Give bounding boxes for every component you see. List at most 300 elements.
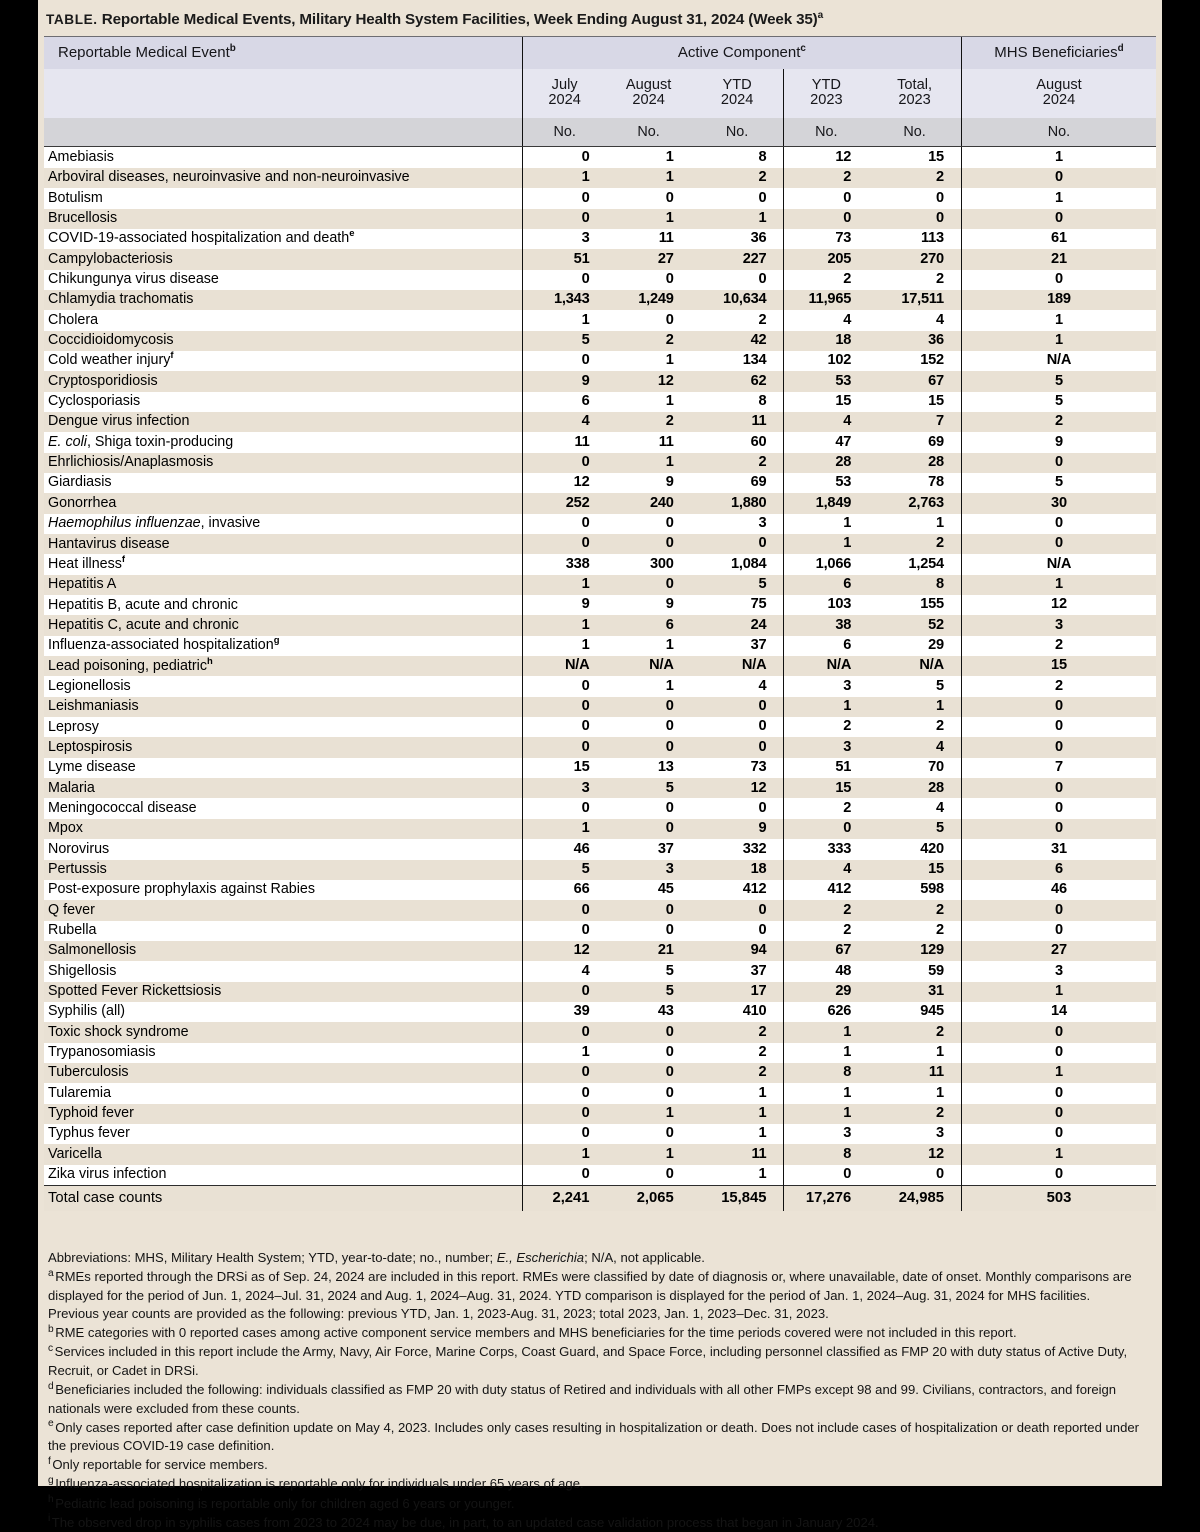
cell-mhs-august-2024: 2: [961, 412, 1156, 432]
cell-august-2024: 0: [607, 921, 691, 941]
cell-total-2023: 113: [868, 229, 961, 249]
table-row: [44, 636, 1156, 656]
cell-total-2023: 2,763: [868, 493, 961, 513]
cell-total-2023: 15: [868, 392, 961, 412]
cell-total-2023: 1: [868, 1083, 961, 1103]
event-name-cell: [44, 880, 522, 900]
cell-total-2023: 7: [868, 412, 961, 432]
event-name-cell: [44, 270, 522, 290]
cell-total-2023: 69: [868, 432, 961, 452]
footnote-f: [48, 1456, 1144, 1475]
cell-ytd-2024: 60: [691, 432, 784, 452]
table-row: [44, 229, 1156, 249]
cell-ytd-2023: 53: [784, 371, 868, 391]
cell-total-2023: 0: [868, 1165, 961, 1186]
cell-ytd-2024: 0: [691, 270, 784, 290]
cell-august-2024: 1: [607, 1104, 691, 1124]
cell-mhs-august-2024: 14: [961, 1002, 1156, 1022]
cell-august-2024: 0: [607, 270, 691, 290]
cell-mhs-august-2024: 0: [961, 1124, 1156, 1144]
cell-august-2024: 2: [607, 412, 691, 432]
cell-july-2024: 39: [522, 1002, 606, 1022]
cell-ytd-2023: 1,066: [784, 554, 868, 574]
event-name-text: Syphilis (all): [48, 1003, 126, 1020]
cell-july-2024: 0: [522, 270, 606, 290]
cell-ytd-2023: 2: [784, 270, 868, 290]
table-row: [44, 798, 1156, 818]
header-event-label: Reportable Medical Event: [58, 44, 230, 62]
table-label: TABLE.: [46, 12, 98, 27]
cell-total-2023: 8: [868, 575, 961, 595]
cell-ytd-2024: 2: [691, 453, 784, 473]
event-name-text: Pertussis: [48, 861, 107, 878]
header-group-mhs-beneficiaries: [961, 37, 1156, 70]
cell-total-2023: 31: [868, 982, 961, 1002]
cell-mhs-august-2024: 0: [961, 514, 1156, 534]
event-footnote-marker: f: [121, 553, 126, 565]
cell-ytd-2024: 24: [691, 615, 784, 635]
cell-july-2024: 1: [522, 575, 606, 595]
cell-ytd-2023: 6: [784, 575, 868, 595]
cell-total-2023: 152: [868, 351, 961, 371]
header-period-august-2024: August 2024: [607, 69, 691, 118]
table-row: [44, 575, 1156, 595]
event-name-text: Cyclosporiasis: [48, 393, 141, 410]
cell-mhs-august-2024: 1: [961, 982, 1156, 1002]
cell-august-2024: 0: [607, 1083, 691, 1103]
cell-ytd-2023: 15: [784, 392, 868, 412]
cell-total-2023: 15: [868, 147, 961, 168]
cell-august-2024: 0: [607, 310, 691, 330]
event-name-text: Amebiasis: [48, 148, 114, 165]
cell-ytd-2023: 102: [784, 351, 868, 371]
cell-total-2023: 2: [868, 168, 961, 188]
cell-total-2023: 28: [868, 778, 961, 798]
cell-total-2023: 2: [868, 534, 961, 554]
table-row: [44, 778, 1156, 798]
cell-total-2023: 12: [868, 1144, 961, 1164]
event-name-cell: [44, 1083, 522, 1103]
cell-august-2024: 1,249: [607, 290, 691, 310]
footnote-abbrev-tail: ; N/A, not applicable.: [584, 1250, 705, 1265]
header-group-row: [44, 37, 1156, 70]
cell-ytd-2024: 73: [691, 758, 784, 778]
footnote-abbrev-italic: E., Escherichia: [496, 1250, 585, 1265]
cell-total-2023: 17,511: [868, 290, 961, 310]
cell-ytd-2024: 69: [691, 473, 784, 493]
cell-ytd-2023: 333: [784, 839, 868, 859]
cell-mhs-august-2024: 3: [961, 615, 1156, 635]
table-row: [44, 697, 1156, 717]
footnote-g-text: Influenza-associated hospitalization is reportable only for individuals under 65 years of age.: [55, 1476, 584, 1492]
cell-august-2024: 0: [607, 1063, 691, 1083]
header-group-active-marker: c: [800, 43, 806, 55]
event-name-cell: [44, 188, 522, 208]
cell-august-2024: 0: [607, 188, 691, 208]
table-row: [44, 839, 1156, 859]
cell-ytd-2024: 1: [691, 1104, 784, 1124]
event-name-cell: [44, 147, 522, 168]
cell-ytd-2024: 5: [691, 575, 784, 595]
event-name-cell: [44, 554, 522, 574]
cell-mhs-august-2024: 31: [961, 839, 1156, 859]
event-name-text: Legionellosis: [48, 677, 131, 694]
event-name-cell: [44, 351, 522, 371]
cell-ytd-2023: 3: [784, 737, 868, 757]
total-july-2024: 2,241: [522, 1186, 606, 1212]
cell-ytd-2023: 1: [784, 534, 868, 554]
header-period-ytd-2023: YTD 2023: [784, 69, 868, 118]
cell-total-2023: 598: [868, 880, 961, 900]
table-row: [44, 1104, 1156, 1124]
cell-total-2023: 59: [868, 961, 961, 981]
event-name-italic: Haemophilus influenzae: [48, 515, 201, 532]
cell-august-2024: 0: [607, 717, 691, 737]
cell-july-2024: 1: [522, 636, 606, 656]
cell-mhs-august-2024: 0: [961, 1043, 1156, 1063]
event-name-cell: [44, 717, 522, 737]
header-units-row: [44, 118, 1156, 147]
event-name-cell: [44, 737, 522, 757]
table-row: [44, 676, 1156, 696]
cell-august-2024: 9: [607, 473, 691, 493]
cell-august-2024: N/A: [607, 656, 691, 676]
cell-ytd-2023: 0: [784, 209, 868, 229]
cell-ytd-2024: 18: [691, 860, 784, 880]
event-name-text: Trypanosomiasis: [48, 1044, 156, 1061]
event-name-text: Shigellosis: [48, 962, 117, 979]
cell-total-2023: 155: [868, 595, 961, 615]
event-name-text: Hepatitis C, acute and chronic: [48, 616, 239, 633]
footnote-h: [48, 1495, 1144, 1514]
table-row: [44, 595, 1156, 615]
cell-total-2023: 1: [868, 1043, 961, 1063]
cell-ytd-2024: 37: [691, 636, 784, 656]
cell-july-2024: N/A: [522, 656, 606, 676]
cell-july-2024: 9: [522, 371, 606, 391]
event-name-text: COVID-19-associated hospitalization and death: [48, 230, 350, 247]
cell-july-2024: 0: [522, 209, 606, 229]
total-ytd-2024: 15,845: [691, 1186, 784, 1212]
cell-ytd-2023: 38: [784, 615, 868, 635]
cell-mhs-august-2024: 15: [961, 656, 1156, 676]
table-row: [44, 656, 1156, 676]
event-name-text: Chikungunya virus disease: [48, 271, 219, 288]
event-name-cell: [44, 1022, 522, 1042]
cell-ytd-2023: 2: [784, 900, 868, 920]
event-name-cell: [44, 1124, 522, 1144]
cell-august-2024: 0: [607, 900, 691, 920]
event-name-cell: [44, 1043, 522, 1063]
footnote-marker-d: d: [48, 1380, 54, 1392]
cell-july-2024: 12: [522, 941, 606, 961]
cell-total-2023: 2: [868, 1022, 961, 1042]
event-name-text: Heat illness: [48, 555, 122, 572]
footnote-a: [48, 1268, 1144, 1324]
document-page: [38, 0, 1162, 1530]
table-footer: [44, 1186, 1156, 1212]
footnote-e-text: Only cases reported after case definition update on May 4, 2023. Includes only cases resulting in hospitalization or death. Does not include cases of hospitalization or death reported under the previous COVID-19 case definition.: [48, 1419, 1139, 1454]
cell-mhs-august-2024: 0: [961, 900, 1156, 920]
event-footnote-marker: h: [206, 654, 213, 666]
event-name-cell: [44, 676, 522, 696]
cell-mhs-august-2024: 0: [961, 798, 1156, 818]
table-row: [44, 615, 1156, 635]
cell-july-2024: 0: [522, 1022, 606, 1042]
table-row: [44, 209, 1156, 229]
table-row: [44, 514, 1156, 534]
cell-august-2024: 2: [607, 331, 691, 351]
cell-july-2024: 5: [522, 331, 606, 351]
cell-ytd-2024: 94: [691, 941, 784, 961]
event-name-text: Leishmaniasis: [48, 698, 139, 715]
cell-ytd-2024: 62: [691, 371, 784, 391]
event-name-text: Chlamydia trachomatis: [48, 291, 194, 308]
event-name-text: Rubella: [48, 922, 97, 939]
event-name-text: Leprosy: [48, 718, 99, 735]
event-name-cell: [44, 229, 522, 249]
cell-mhs-august-2024: 0: [961, 717, 1156, 737]
cell-ytd-2023: 1: [784, 1104, 868, 1124]
cell-ytd-2023: 412: [784, 880, 868, 900]
cell-total-2023: 2: [868, 921, 961, 941]
table-row: [44, 1002, 1156, 1022]
cell-ytd-2023: 2: [784, 921, 868, 941]
cell-july-2024: 1: [522, 1043, 606, 1063]
event-name-text: Arboviral diseases, neuroinvasive and non-neuroinvasive: [48, 169, 410, 186]
cell-ytd-2024: 3: [691, 514, 784, 534]
table-row: [44, 168, 1156, 188]
cell-mhs-august-2024: 0: [961, 270, 1156, 290]
cell-total-2023: 70: [868, 758, 961, 778]
footnote-marker-f: f: [48, 1456, 51, 1467]
cell-august-2024: 37: [607, 839, 691, 859]
cell-ytd-2024: 2: [691, 168, 784, 188]
footnote-marker-b: b: [48, 1323, 54, 1335]
event-name-text: Q fever: [48, 901, 95, 918]
cell-mhs-august-2024: 1: [961, 188, 1156, 208]
cell-july-2024: 9: [522, 595, 606, 615]
footnote-marker-g: g: [48, 1475, 54, 1487]
cell-total-2023: 420: [868, 839, 961, 859]
total-august-2024: 2,065: [607, 1186, 691, 1212]
cell-ytd-2024: 2: [691, 1022, 784, 1042]
cell-july-2024: 0: [522, 147, 606, 168]
cell-mhs-august-2024: 1: [961, 1144, 1156, 1164]
cell-august-2024: 5: [607, 982, 691, 1002]
event-name-text: , Shiga toxin-producing: [86, 433, 234, 450]
total-ytd-2023: 17,276: [784, 1186, 868, 1212]
header-group-mhs-marker: d: [1117, 43, 1124, 55]
cell-august-2024: 0: [607, 575, 691, 595]
cell-july-2024: 1: [522, 1144, 606, 1164]
header-period-july-2024: July 2024: [522, 69, 606, 118]
footnote-marker-c: c: [48, 1343, 54, 1355]
event-name-cell: [44, 331, 522, 351]
event-name-text: Typhoid fever: [48, 1105, 134, 1122]
header-event-marker: b: [229, 43, 236, 55]
table-row: [44, 1043, 1156, 1063]
cell-august-2024: 0: [607, 798, 691, 818]
table-row: [44, 1124, 1156, 1144]
cell-mhs-august-2024: 7: [961, 758, 1156, 778]
cell-august-2024: 27: [607, 249, 691, 269]
cell-ytd-2023: 0: [784, 188, 868, 208]
cell-july-2024: 66: [522, 880, 606, 900]
cell-july-2024: 0: [522, 1063, 606, 1083]
cell-ytd-2024: 0: [691, 188, 784, 208]
cell-mhs-august-2024: 0: [961, 737, 1156, 757]
cell-ytd-2023: 48: [784, 961, 868, 981]
cell-mhs-august-2024: 46: [961, 880, 1156, 900]
header-group-active-label: Active Component: [677, 44, 801, 62]
cell-ytd-2024: N/A: [691, 656, 784, 676]
cell-ytd-2024: 10,634: [691, 290, 784, 310]
event-name-cell: [44, 778, 522, 798]
cell-total-2023: 78: [868, 473, 961, 493]
table-row: [44, 737, 1156, 757]
table-row: [44, 432, 1156, 452]
table-row: [44, 961, 1156, 981]
footnote-i: [48, 1514, 1144, 1532]
cell-august-2024: 0: [607, 514, 691, 534]
cell-august-2024: 0: [607, 534, 691, 554]
cell-mhs-august-2024: 0: [961, 1104, 1156, 1124]
cell-total-2023: 5: [868, 676, 961, 696]
event-name-cell: [44, 860, 522, 880]
footnote-c: [48, 1343, 1144, 1380]
cell-ytd-2024: 1: [691, 209, 784, 229]
page-title: [38, 0, 1162, 36]
table-row: [44, 392, 1156, 412]
event-name-cell: [44, 534, 522, 554]
cell-july-2024: 0: [522, 900, 606, 920]
cell-july-2024: 1,343: [522, 290, 606, 310]
header-period-row: [44, 69, 1156, 118]
table-row: [44, 921, 1156, 941]
cell-mhs-august-2024: 0: [961, 1083, 1156, 1103]
cell-total-2023: 270: [868, 249, 961, 269]
event-name-text: Brucellosis: [48, 210, 118, 227]
table-row: [44, 819, 1156, 839]
event-name-cell: [44, 982, 522, 1002]
cell-ytd-2024: 17: [691, 982, 784, 1002]
header-unit-ytd-2024: No.: [691, 118, 784, 147]
cell-august-2024: 11: [607, 432, 691, 452]
event-name-text: Malaria: [48, 779, 95, 796]
table-row: [44, 941, 1156, 961]
event-name-text: Gonorrhea: [48, 494, 117, 511]
cell-ytd-2023: 3: [784, 1124, 868, 1144]
cell-ytd-2024: 1: [691, 1083, 784, 1103]
event-name-text: Botulism: [48, 189, 103, 206]
cell-ytd-2023: 2: [784, 798, 868, 818]
table-row: [44, 473, 1156, 493]
cell-mhs-august-2024: 0: [961, 168, 1156, 188]
event-name-cell: [44, 1144, 522, 1164]
cell-ytd-2023: 67: [784, 941, 868, 961]
event-footnote-marker: g: [273, 634, 280, 646]
table-body: [44, 147, 1156, 1186]
footnote-d: [48, 1381, 1144, 1418]
event-name-text: Varicella: [48, 1145, 102, 1162]
event-name-cell: [44, 1165, 522, 1186]
cell-july-2024: 0: [522, 514, 606, 534]
footnote-f-text: Only reportable for service members.: [52, 1457, 268, 1473]
table-row: [44, 331, 1156, 351]
cell-july-2024: 0: [522, 351, 606, 371]
event-name-cell: [44, 1002, 522, 1022]
cell-ytd-2023: 103: [784, 595, 868, 615]
cell-mhs-august-2024: 1: [961, 331, 1156, 351]
footnote-marker-h: h: [48, 1494, 54, 1506]
footnote-g: [48, 1475, 1144, 1494]
header-period-spacer: [44, 69, 522, 118]
cell-ytd-2024: 36: [691, 229, 784, 249]
event-name-cell: [44, 615, 522, 635]
event-name-text: Toxic shock syndrome: [48, 1023, 189, 1040]
event-name-cell: [44, 819, 522, 839]
table-header: [44, 37, 1156, 147]
cell-july-2024: 0: [522, 1124, 606, 1144]
event-name-cell: [44, 432, 522, 452]
event-name-text: Cold weather injury: [48, 352, 171, 369]
cell-july-2024: 0: [522, 697, 606, 717]
cell-ytd-2024: 1: [691, 1165, 784, 1186]
cell-july-2024: 11: [522, 432, 606, 452]
cell-total-2023: 67: [868, 371, 961, 391]
cell-mhs-august-2024: 61: [961, 229, 1156, 249]
cell-ytd-2023: 73: [784, 229, 868, 249]
table-row: [44, 249, 1156, 269]
cell-july-2024: 5: [522, 860, 606, 880]
cell-august-2024: 240: [607, 493, 691, 513]
table-row: [44, 493, 1156, 513]
header-event-column: [44, 37, 522, 70]
cell-august-2024: 1: [607, 453, 691, 473]
event-name-text: Lyme disease: [48, 759, 136, 776]
cell-ytd-2023: 1: [784, 1022, 868, 1042]
cell-august-2024: 12: [607, 371, 691, 391]
cell-ytd-2023: 4: [784, 412, 868, 432]
cell-july-2024: 4: [522, 961, 606, 981]
total-total-2023: 24,985: [868, 1186, 961, 1212]
cell-total-2023: 2: [868, 717, 961, 737]
cell-total-2023: 2: [868, 1104, 961, 1124]
cell-july-2024: 0: [522, 188, 606, 208]
event-name-text: Giardiasis: [48, 474, 112, 491]
table-row: [44, 290, 1156, 310]
cell-ytd-2023: 0: [784, 1165, 868, 1186]
cell-total-2023: 28: [868, 453, 961, 473]
cell-july-2024: 0: [522, 534, 606, 554]
cell-mhs-august-2024: 0: [961, 1165, 1156, 1186]
cell-ytd-2024: 227: [691, 249, 784, 269]
cell-mhs-august-2024: 0: [961, 1022, 1156, 1042]
cell-mhs-august-2024: 0: [961, 534, 1156, 554]
cell-ytd-2023: 47: [784, 432, 868, 452]
cell-mhs-august-2024: 0: [961, 921, 1156, 941]
cell-ytd-2024: 11: [691, 412, 784, 432]
event-name-cell: [44, 392, 522, 412]
event-name-text: Typhus fever: [48, 1125, 130, 1142]
cell-august-2024: 0: [607, 697, 691, 717]
cell-ytd-2024: 0: [691, 921, 784, 941]
cell-august-2024: 21: [607, 941, 691, 961]
event-name-cell: [44, 412, 522, 432]
cell-july-2024: 1: [522, 615, 606, 635]
header-unit-mhs-august-2024: No.: [961, 118, 1156, 147]
